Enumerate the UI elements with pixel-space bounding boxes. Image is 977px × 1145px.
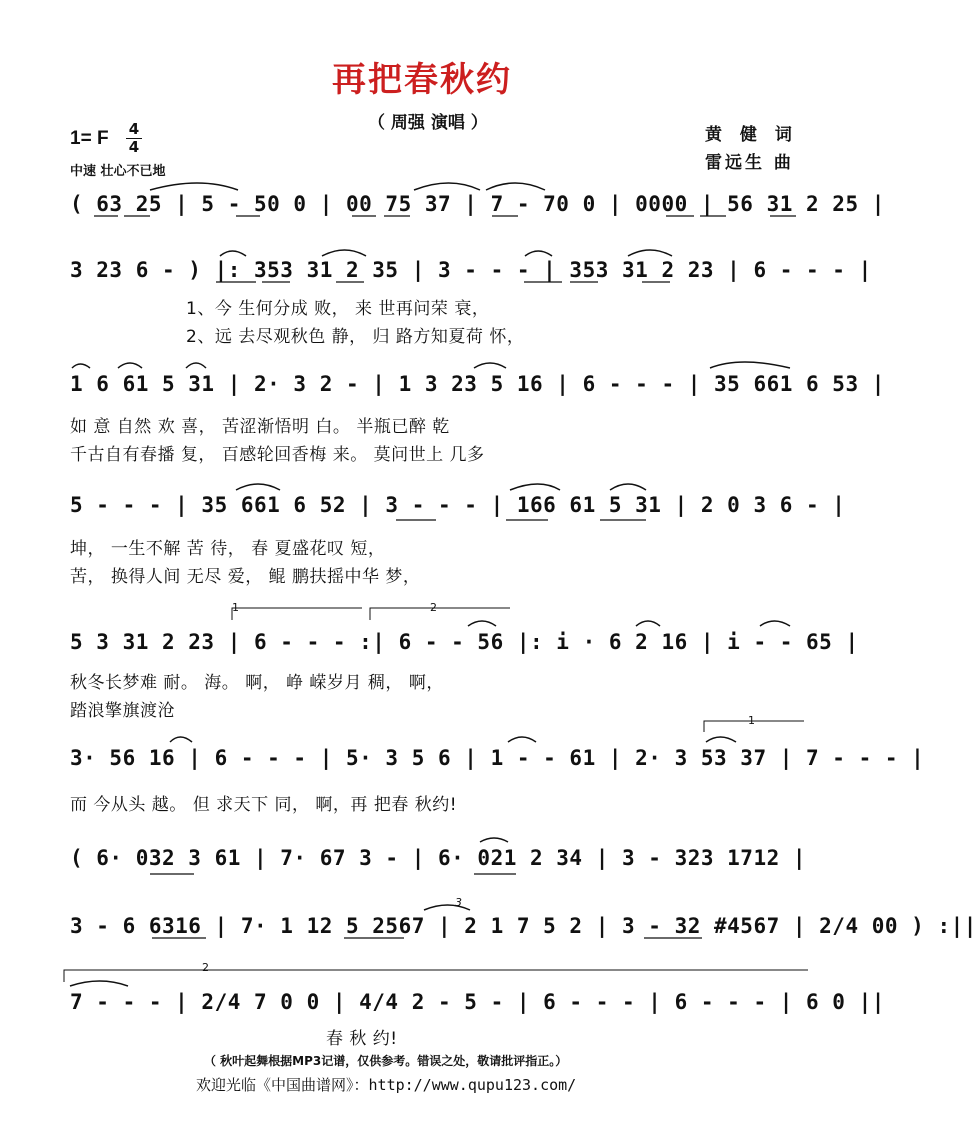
volta-1b-label: 1 xyxy=(748,714,755,727)
composer-credit: 雷远生 曲 xyxy=(705,153,794,173)
time-signature-top: 4 xyxy=(128,120,140,138)
slur-mark xyxy=(610,484,646,490)
volta-1b-bracket xyxy=(704,721,804,732)
slur-mark xyxy=(150,183,238,190)
performer-subtitle: （ 周强 演唱 ） xyxy=(368,113,488,133)
slur-mark xyxy=(118,363,142,368)
lyric-line-4-verse-2: 苦， 换得人间 无尽 爱， 鲲 鹏扶摇中华 梦， xyxy=(70,567,421,587)
website-credit: 欢迎光临《中国曲谱网》：http://www.qupu123.com/ xyxy=(196,1076,577,1094)
score-line-6: 3· 56 16 | 6 - - - | 5· 3 5 6 | 1 - - 61 | 2· 3 53 37 | 7 - - - | xyxy=(70,746,925,770)
tempo-marking: 中速 壮心不已地 xyxy=(70,164,166,179)
volta-1-label: 1 xyxy=(232,601,239,614)
song-title: 再把春秋约 xyxy=(332,60,512,100)
score-line-4: 5 - - - | 35 661 6 52 | 3 - - - | 166 61 5 31 | 2 0 3 6 - | xyxy=(70,493,846,517)
lyric-line-3-verse-1: 如 意 自然 欢 喜， 苦涩渐悟明 白。 半瓶已醉 乾 xyxy=(70,417,450,437)
triplet-label: 3 xyxy=(455,896,462,909)
slur-mark xyxy=(706,737,736,742)
slur-mark xyxy=(414,183,480,190)
lyric-line-3-verse-2: 千古自有春播 复， 百感轮回香梅 来。 莫问世上 几多 xyxy=(70,445,485,465)
slur-mark xyxy=(72,364,90,368)
slur-mark xyxy=(468,621,496,626)
lyric-line-4-verse-1: 坤， 一生不解 苦 待， 春 夏盛花叹 短， xyxy=(70,539,386,559)
time-signature-bottom: 4 xyxy=(128,138,140,156)
score-line-2: 3 23 6 - ) |: 353 31 2 35 | 3 - - - | 353 31 2 23 | 6 - - - | xyxy=(70,258,872,282)
slur-mark xyxy=(510,484,560,490)
score-line-5: 5 3 31 2 23 | 6 - - - :| 6 - - 56 |: i · 6 2 16 | i - - 65 | xyxy=(70,630,859,654)
transcription-note: （ 秋叶起舞根据MP3记谱，仅供参考。错误之处，敬请批评指正。） xyxy=(204,1054,568,1068)
slur-mark xyxy=(474,363,506,368)
volta-2-label: 2 xyxy=(430,601,437,614)
slur-mark xyxy=(322,250,366,256)
slur-mark xyxy=(710,362,790,368)
slur-mark xyxy=(70,981,128,986)
score-line-9: 7 - - - | 2/4 7 0 0 | 4/4 2 - 5 - | 6 - - - | 6 - - - | 6 0 || xyxy=(70,990,885,1014)
score-line-1: ( 63 25 | 5 - 50 0 | 00 75 37 | 7 - 70 0 | 0000 | 56 31 2 25 | xyxy=(70,192,885,216)
slur-mark xyxy=(508,737,536,742)
score-line-7: ( 6· 032 3 61 | 7· 67 3 - | 6· 021 2 34 | 3 - 323 1712 | xyxy=(70,846,807,870)
slur-mark xyxy=(480,838,508,842)
lyric-line-2-verse-2: 2、远 去尽观秋色 静， 归 路方知夏荷 怀， xyxy=(186,327,525,347)
key-signature: 1= F xyxy=(70,128,109,149)
slur-mark xyxy=(486,183,545,190)
lyricist-credit: 黄 健 词 xyxy=(705,125,798,145)
lyric-line-9: 春 秋 约! xyxy=(326,1029,398,1049)
slur-mark xyxy=(628,250,672,256)
lyric-line-6: 而 今从头 越。 但 求天下 同， 啊，再 把春 秋约! xyxy=(70,795,458,815)
slur-mark xyxy=(236,484,280,490)
slur-mark xyxy=(424,905,470,910)
volta-1-bracket xyxy=(232,608,362,620)
volta-2b-label: 2 xyxy=(202,961,209,974)
slur-mark xyxy=(220,251,246,256)
score-line-3: 1 6 61 5 31 | 2· 3 2 - | 1 3 23 5 16 | 6 - - - | 35 661 6 53 | xyxy=(70,372,885,396)
slur-mark xyxy=(170,737,192,742)
slur-mark xyxy=(186,363,206,368)
lyric-line-5-verse-1: 秋冬长梦难 耐。 海。 啊， 峥 嵘岁月 稠， 啊， xyxy=(70,673,444,693)
lyric-line-5-verse-2: 踏浪擎旗渡沧 xyxy=(70,701,175,721)
slur-mark xyxy=(760,621,790,626)
score-line-8: 3 - 6 6316 | 7· 1 12 5 2567 | 2 1 7 5 2 | 3 - 32 #4567 | 2/4 00 ) :|| xyxy=(70,914,977,938)
lyric-line-2-verse-1: 1、今 生何分成 败， 来 世再问荣 衰， xyxy=(186,299,490,319)
volta-2-bracket xyxy=(370,608,510,620)
slur-mark xyxy=(636,621,660,626)
volta-2b-bracket xyxy=(64,970,808,982)
slur-mark xyxy=(525,251,552,256)
